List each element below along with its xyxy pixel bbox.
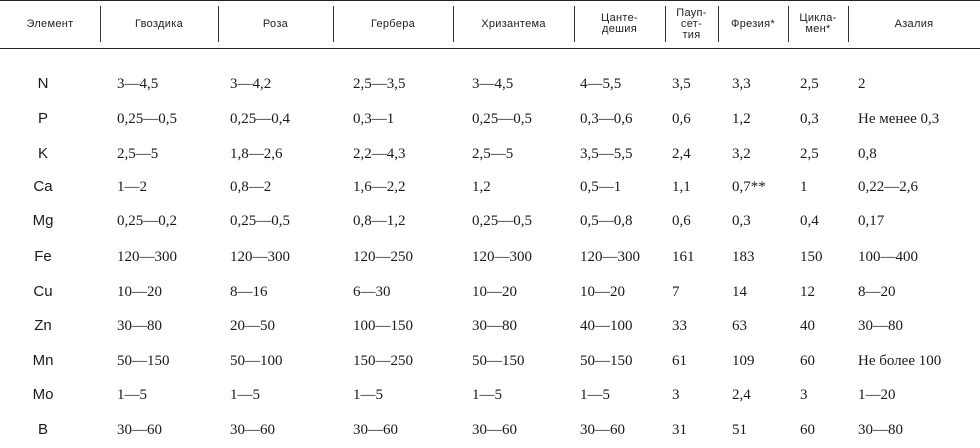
table-cell: 183 xyxy=(732,249,755,265)
table-cell: 31 xyxy=(672,422,687,438)
table-cell: 109 xyxy=(732,353,755,369)
table-cell: 8—16 xyxy=(230,284,268,300)
table-cell: 8—20 xyxy=(858,284,896,300)
table-cell: 1—20 xyxy=(858,387,896,403)
table-cell: 3 xyxy=(672,387,680,403)
table-cell: 50—150 xyxy=(472,353,525,369)
column-header: Цикла- мен* xyxy=(799,12,837,35)
table-cell: 40 xyxy=(800,318,815,334)
table-cell: 150 xyxy=(800,249,823,265)
table-cell: 1,6—2,2 xyxy=(353,179,406,195)
table-cell: 2,5—5 xyxy=(472,146,514,162)
table-cell: 40—100 xyxy=(580,318,633,334)
table-cell: Не менее 0,3 xyxy=(858,111,940,127)
table-cell: 3,3 xyxy=(732,76,751,92)
table-cell: 10—20 xyxy=(472,284,517,300)
column-header: Азалия xyxy=(894,17,934,30)
table-cell: 2,5 xyxy=(800,146,819,162)
table-cell: 1—5 xyxy=(472,387,502,403)
table-cell: 2,4 xyxy=(732,387,751,403)
table-cell: 0,4 xyxy=(800,213,819,229)
table-cell: 10—20 xyxy=(117,284,162,300)
table-cell: 0,25—0,2 xyxy=(117,213,177,229)
table-cell: 150—250 xyxy=(353,353,413,369)
table-cell: 120—300 xyxy=(472,249,532,265)
table-cell: 60 xyxy=(800,353,815,369)
table-cell: 0,25—0,4 xyxy=(230,111,290,127)
element-cell: Cu xyxy=(33,283,53,300)
table-cell: 2,4 xyxy=(672,146,691,162)
table-cell: 3 xyxy=(800,387,808,403)
table-cell: 6—30 xyxy=(353,284,391,300)
table-cell: 2,5—5 xyxy=(117,146,159,162)
column-header: Роза xyxy=(262,17,289,30)
table-cell: 30—80 xyxy=(472,318,517,334)
table-cell: 2,5 xyxy=(800,76,819,92)
table-cell: 1—2 xyxy=(117,179,147,195)
table-cell: 120—300 xyxy=(580,249,640,265)
table-cell: Не более 100 xyxy=(858,353,942,369)
table-cell: 1—5 xyxy=(353,387,383,403)
table-cell: 3,5—5,5 xyxy=(580,146,633,162)
table-cell: 7 xyxy=(672,284,680,300)
table-cell: 3—4,5 xyxy=(472,76,514,92)
column-header: Гвоздика xyxy=(135,17,183,30)
table-cell: 120—300 xyxy=(117,249,177,265)
table-cell: 4—5,5 xyxy=(580,76,622,92)
table-cell: 50—150 xyxy=(580,353,633,369)
table-cell: 3—4,2 xyxy=(230,76,272,92)
table-cell: 0,3—1 xyxy=(353,111,395,127)
table-cell: 0,6 xyxy=(672,213,691,229)
table-cell: 1,1 xyxy=(672,179,691,195)
table-cell: 30—60 xyxy=(353,422,398,438)
column-header: Хризантема xyxy=(481,17,546,30)
table-cell: 30—60 xyxy=(580,422,625,438)
table-cell: 0,22—2,6 xyxy=(858,179,918,195)
table-cell: 0,25—0,5 xyxy=(472,111,532,127)
table-cell: 0,8—2 xyxy=(230,179,272,195)
table-cell: 1—5 xyxy=(580,387,610,403)
element-cell: K xyxy=(37,145,48,162)
table-cell: 50—100 xyxy=(230,353,283,369)
table-cell: 30—80 xyxy=(858,318,903,334)
table-cell: 0,17 xyxy=(858,213,885,229)
table-cell: 1 xyxy=(800,179,808,195)
table-cell: 30—80 xyxy=(858,422,903,438)
table-cell: 0,5—1 xyxy=(580,179,622,195)
table-cell: 33 xyxy=(672,318,687,334)
table-cell: 1,8—2,6 xyxy=(230,146,283,162)
table-cell: 1—5 xyxy=(117,387,147,403)
column-header: Цанте- дешия xyxy=(600,12,639,35)
table-cell: 0,8 xyxy=(858,146,877,162)
table-cell: 0,25—0,5 xyxy=(472,213,532,229)
table-cell: 0,25—0,5 xyxy=(230,213,290,229)
column-header: Гербера xyxy=(370,17,416,30)
table-cell: 61 xyxy=(672,353,687,369)
table-cell: 0,3 xyxy=(732,213,751,229)
table-top-rule xyxy=(0,0,980,1)
element-cell: Fe xyxy=(34,248,52,265)
column-header: Элемент xyxy=(26,17,74,30)
table-cell: 30—80 xyxy=(117,318,162,334)
element-cell: Mg xyxy=(32,212,54,229)
table-cell: 12 xyxy=(800,284,815,300)
header-bottom-rule xyxy=(0,48,980,49)
table-cell: 30—60 xyxy=(230,422,275,438)
table-cell: 3,5 xyxy=(672,76,691,92)
table-cell: 20—50 xyxy=(230,318,275,334)
element-cell: N xyxy=(37,75,49,92)
table-cell: 120—300 xyxy=(230,249,290,265)
table-cell: 30—60 xyxy=(117,422,162,438)
table-cell: 100—150 xyxy=(353,318,413,334)
table-cell: 0,7** xyxy=(732,179,766,195)
table-cell: 30—60 xyxy=(472,422,517,438)
table-cell: 51 xyxy=(732,422,747,438)
table-cell: 3—4,5 xyxy=(117,76,159,92)
column-header: Пауп- сет- тия xyxy=(676,6,707,41)
column-header: Фрезия* xyxy=(731,17,775,30)
table-cell: 1,2 xyxy=(472,179,491,195)
table-cell: 1—5 xyxy=(230,387,260,403)
table-cell: 50—150 xyxy=(117,353,170,369)
table-cell: 120—250 xyxy=(353,249,413,265)
element-cell: Mn xyxy=(32,352,54,369)
table-cell: 14 xyxy=(732,284,747,300)
table-cell: 3,2 xyxy=(732,146,751,162)
table-cell: 1,2 xyxy=(732,111,751,127)
table-cell: 0,3 xyxy=(800,111,819,127)
element-cell: Ca xyxy=(33,178,53,195)
element-cell: P xyxy=(37,110,48,127)
table-cell: 161 xyxy=(672,249,695,265)
table-cell: 100—400 xyxy=(858,249,918,265)
table-cell: 0,6 xyxy=(672,111,691,127)
element-cell: Zn xyxy=(34,317,52,334)
table-cell: 0,5—0,8 xyxy=(580,213,633,229)
element-cell: B xyxy=(37,421,48,438)
table-cell: 2 xyxy=(858,76,866,92)
table-cell: 2,2—4,3 xyxy=(353,146,406,162)
table-cell: 0,25—0,5 xyxy=(117,111,177,127)
table-cell: 60 xyxy=(800,422,815,438)
table-cell: 10—20 xyxy=(580,284,625,300)
table-cell: 0,3—0,6 xyxy=(580,111,633,127)
table-cell: 63 xyxy=(732,318,747,334)
element-cell: Mo xyxy=(32,386,54,403)
table-cell: 0,8—1,2 xyxy=(353,213,406,229)
table-cell: 2,5—3,5 xyxy=(353,76,406,92)
